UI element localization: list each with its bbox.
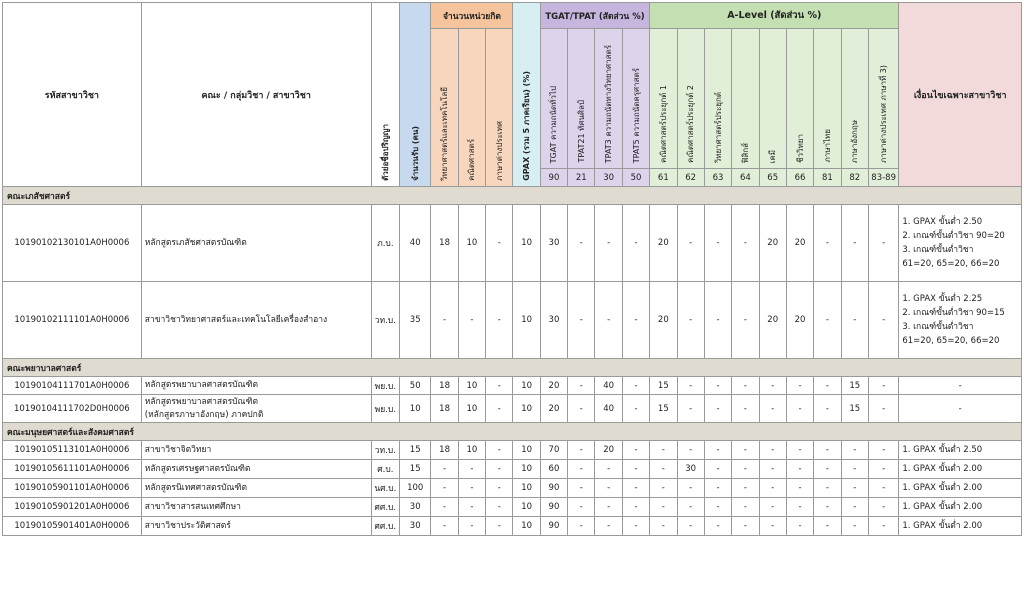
- conditions-cell: [899, 282, 1022, 359]
- alevel-value: 15: [841, 395, 868, 423]
- alevel-value: -: [868, 377, 898, 395]
- alevel-value: -: [704, 205, 731, 282]
- credit-value: -: [458, 517, 485, 536]
- alevel-value: 20: [650, 282, 677, 359]
- code-alevel-82: 82: [841, 169, 868, 187]
- tgat-value: 90: [540, 479, 567, 498]
- credit-value: -: [486, 205, 513, 282]
- alevel-value: -: [704, 479, 731, 498]
- conditions-cell: [899, 517, 1022, 536]
- header-tpat-21: TPAT21 ทัศนศิลป์: [568, 29, 595, 169]
- program-name: [141, 205, 371, 282]
- credit-value: 18: [431, 395, 458, 423]
- alevel-value: 15: [841, 377, 868, 395]
- header-alevel-66: ชีววิทยา: [786, 29, 813, 169]
- code-tgat-90: 90: [540, 169, 567, 187]
- credit-value: -: [458, 282, 485, 359]
- alevel-value: -: [704, 441, 731, 460]
- alevel-value: -: [759, 395, 786, 423]
- header-alevel-83-89: ภาษาต่างประเทศ ภาษาที่ 3): [868, 29, 898, 169]
- degree-abbr: วท.บ.: [371, 282, 399, 359]
- tgat-value: 90: [540, 498, 567, 517]
- alevel-value: -: [704, 460, 731, 479]
- alevel-value: -: [677, 498, 704, 517]
- program-name-line: สาขาวิชาสารสนเทศศึกษา: [144, 501, 241, 512]
- table-row: [3, 441, 1022, 460]
- alevel-value: -: [841, 282, 868, 359]
- alevel-value: 15: [650, 395, 677, 423]
- tgat-value: -: [622, 498, 649, 517]
- seats-count: 40: [400, 205, 431, 282]
- header-alevel-81: ภาษาไทย: [814, 29, 841, 169]
- condition-line: 61=20, 65=20, 66=20: [902, 336, 1000, 346]
- tgat-value: 70: [540, 441, 567, 460]
- alevel-value: -: [786, 517, 813, 536]
- alevel-value: -: [759, 377, 786, 395]
- gpax-value: 10: [513, 377, 540, 395]
- tgat-value: -: [595, 205, 622, 282]
- code-alevel-61: 61: [650, 169, 677, 187]
- code-alevel-81: 81: [814, 169, 841, 187]
- condition-line: 3. เกณฑ์ขั้นต่ำวิชา: [902, 322, 974, 332]
- credit-value: -: [486, 395, 513, 423]
- condition-line: -: [958, 380, 962, 391]
- header-faculty: คณะ / กลุ่มวิชา / สาขาวิชา: [141, 3, 371, 187]
- code-tpat-21: 21: [568, 169, 595, 187]
- header-alevel-62: คณิตศาสตร์ประยุกต์ 2: [677, 29, 704, 169]
- alevel-value: -: [841, 441, 868, 460]
- alevel-value: -: [868, 498, 898, 517]
- degree-abbr: ศ.บ.: [371, 460, 399, 479]
- seats-count: 15: [400, 460, 431, 479]
- program-code: 10190105901201A0H0006: [3, 498, 142, 517]
- program-name: [141, 460, 371, 479]
- alevel-value: -: [732, 517, 759, 536]
- conditions-cell: [899, 205, 1022, 282]
- gpax-value: 10: [513, 282, 540, 359]
- table-row: [3, 282, 1022, 359]
- alevel-value: -: [704, 498, 731, 517]
- degree-abbr: ภ.บ.: [371, 205, 399, 282]
- program-code: 10190105611101A0H0006: [3, 460, 142, 479]
- program-name: [141, 395, 371, 423]
- alevel-value: -: [677, 517, 704, 536]
- program-name-line: หลักสูตรพยาบาลศาสตรบัณฑิต: [144, 396, 259, 407]
- alevel-value: -: [650, 460, 677, 479]
- alevel-value: -: [814, 282, 841, 359]
- table-row: [3, 377, 1022, 395]
- program-name-line: สาขาวิชาวิทยาศาสตร์และเทคโนโลยีเครื่องสำอาง: [144, 314, 328, 325]
- condition-line: 61=20, 65=20, 66=20: [902, 259, 1000, 269]
- header-gpax: GPAX (รวม 5 ภาคเรียน) (%): [513, 3, 540, 187]
- faculty-name: คณะพยาบาลศาสตร์: [3, 359, 1022, 377]
- header-credits-group: จำนวนหน่วยกิต: [431, 3, 513, 29]
- tgat-value: 40: [595, 395, 622, 423]
- alevel-value: -: [759, 460, 786, 479]
- condition-line: 1. GPAX ขั้นต่ำ 2.00: [902, 502, 983, 512]
- header-tgat-group: TGAT/TPAT (สัดส่วน %): [540, 3, 649, 29]
- code-alevel-83-89: 83-89: [868, 169, 898, 187]
- table-row: [3, 498, 1022, 517]
- alevel-value: -: [759, 479, 786, 498]
- faculty-row: [3, 359, 1022, 377]
- code-tpat-50: 50: [622, 169, 649, 187]
- tgat-value: -: [568, 517, 595, 536]
- tgat-value: -: [595, 479, 622, 498]
- program-name-line: หลักสูตรพยาบาลศาสตรบัณฑิต: [144, 380, 259, 390]
- credit-value: -: [431, 282, 458, 359]
- credit-value: -: [486, 282, 513, 359]
- header-alevel-61: คณิตศาสตร์ประยุกต์ 1: [650, 29, 677, 169]
- alevel-value: -: [759, 517, 786, 536]
- credit-value: -: [431, 479, 458, 498]
- alevel-value: 20: [786, 282, 813, 359]
- degree-abbr: พย.บ.: [371, 395, 399, 423]
- condition-line: 1. GPAX ขั้นต่ำ 2.50: [902, 445, 983, 455]
- tgat-value: 30: [540, 282, 567, 359]
- alevel-value: -: [732, 479, 759, 498]
- tgat-value: -: [622, 479, 649, 498]
- alevel-value: -: [868, 441, 898, 460]
- alevel-value: -: [677, 205, 704, 282]
- degree-abbr: วท.บ.: [371, 441, 399, 460]
- credit-value: -: [431, 460, 458, 479]
- program-code: 10190105901401A0H0006: [3, 517, 142, 536]
- credit-value: -: [486, 460, 513, 479]
- program-name-line: สาขาวิชาจิตวิทยา: [144, 444, 212, 455]
- alevel-value: -: [868, 517, 898, 536]
- alevel-value: -: [868, 205, 898, 282]
- credit-value: -: [486, 377, 513, 395]
- credit-value: -: [458, 498, 485, 517]
- alevel-value: -: [732, 498, 759, 517]
- alevel-value: -: [732, 377, 759, 395]
- condition-line: 2. เกณฑ์ขั้นต่ำวิชา 90=20: [902, 231, 1005, 241]
- alevel-value: -: [786, 460, 813, 479]
- degree-abbr: ศศ.บ.: [371, 498, 399, 517]
- alevel-value: -: [868, 395, 898, 423]
- header-alevel-group: A-Level (สัดส่วน %): [650, 3, 899, 29]
- condition-line: 1. GPAX ขั้นต่ำ 2.00: [902, 521, 983, 531]
- alevel-value: 20: [759, 205, 786, 282]
- tgat-value: 20: [540, 395, 567, 423]
- alevel-value: -: [786, 377, 813, 395]
- seats-count: 15: [400, 441, 431, 460]
- credit-value: -: [486, 498, 513, 517]
- tgat-value: -: [595, 517, 622, 536]
- alevel-value: -: [786, 395, 813, 423]
- credit-value: -: [431, 517, 458, 536]
- program-name-line: หลักสูตรนิเทศศาสตรบัณฑิต: [144, 482, 247, 493]
- tgat-value: 20: [595, 441, 622, 460]
- header-conditions: เงื่อนไขเฉพาะสาขาวิชา: [899, 3, 1022, 187]
- credit-value: -: [486, 479, 513, 498]
- code-alevel-64: 64: [732, 169, 759, 187]
- credit-value: 10: [458, 205, 485, 282]
- alevel-value: -: [704, 377, 731, 395]
- alevel-value: -: [677, 441, 704, 460]
- condition-line: 1. GPAX ขั้นต่ำ 2.25: [902, 294, 983, 304]
- alevel-value: -: [814, 377, 841, 395]
- tgat-value: -: [595, 498, 622, 517]
- alevel-value: -: [732, 441, 759, 460]
- alevel-value: 20: [650, 205, 677, 282]
- alevel-value: -: [814, 479, 841, 498]
- tgat-value: -: [568, 479, 595, 498]
- alevel-value: -: [786, 479, 813, 498]
- program-name-line: (หลักสูตรภาษาอังกฤษ) ภาคปกติ: [144, 409, 264, 420]
- faculty-name: คณะมนุษยศาสตร์และสังคมศาสตร์: [3, 423, 1022, 441]
- header-alevel-82: ภาษาอังกฤษ: [841, 29, 868, 169]
- conditions-cell: [899, 377, 1022, 395]
- tgat-value: 20: [540, 377, 567, 395]
- program-name-line: หลักสูตรเภสัชศาสตรบัณฑิต: [144, 237, 247, 248]
- alevel-value: -: [677, 395, 704, 423]
- header-credit-math: คณิตศาสตร์: [458, 29, 485, 187]
- condition-line: 1. GPAX ขั้นต่ำ 2.50: [902, 217, 983, 227]
- tgat-value: -: [622, 460, 649, 479]
- condition-line: 2. เกณฑ์ขั้นต่ำวิชา 90=15: [902, 308, 1005, 318]
- alevel-value: -: [677, 282, 704, 359]
- header-tpat-30: TPAT3 ความถนัดทางวิทยาศาสตร์: [595, 29, 622, 169]
- alevel-value: -: [841, 479, 868, 498]
- tgat-value: -: [622, 441, 649, 460]
- seats-count: 35: [400, 282, 431, 359]
- alevel-value: -: [814, 498, 841, 517]
- alevel-value: -: [841, 498, 868, 517]
- gpax-value: 10: [513, 441, 540, 460]
- credit-value: -: [458, 479, 485, 498]
- header-degree: ตัวย่อชื่อปริญญา: [371, 3, 399, 187]
- table-row: [3, 205, 1022, 282]
- alevel-value: 30: [677, 460, 704, 479]
- alevel-value: -: [814, 205, 841, 282]
- alevel-value: -: [786, 498, 813, 517]
- condition-line: 3. เกณฑ์ขั้นต่ำวิชา: [902, 245, 974, 255]
- credit-value: -: [431, 498, 458, 517]
- alevel-value: -: [814, 395, 841, 423]
- tgat-value: -: [568, 282, 595, 359]
- alevel-value: -: [814, 460, 841, 479]
- program-code: 10190102111101A0H0006: [3, 282, 142, 359]
- header-tpat-50: TPAT5 ความถนัดครุศาสตร์: [622, 29, 649, 169]
- alevel-value: -: [677, 377, 704, 395]
- conditions-cell: [899, 460, 1022, 479]
- tgat-value: -: [622, 205, 649, 282]
- alevel-value: -: [841, 517, 868, 536]
- degree-abbr: พย.บ.: [371, 377, 399, 395]
- credit-value: 10: [458, 377, 485, 395]
- conditions-cell: [899, 479, 1022, 498]
- header-credit-science: วิทยาศาสตร์และเทคโนโลยี: [431, 29, 458, 187]
- credit-value: 18: [431, 377, 458, 395]
- alevel-value: -: [786, 441, 813, 460]
- header-alevel-63: วิทยาศาสตร์ประยุกต์: [704, 29, 731, 169]
- tgat-value: -: [568, 377, 595, 395]
- code-alevel-62: 62: [677, 169, 704, 187]
- code-alevel-63: 63: [704, 169, 731, 187]
- table-row: [3, 479, 1022, 498]
- conditions-cell: [899, 395, 1022, 423]
- credit-value: 18: [431, 441, 458, 460]
- alevel-value: 20: [759, 282, 786, 359]
- table-row: [3, 517, 1022, 536]
- credit-value: 10: [458, 395, 485, 423]
- gpax-value: 10: [513, 479, 540, 498]
- alevel-value: -: [732, 282, 759, 359]
- gpax-value: 10: [513, 205, 540, 282]
- tgat-value: 40: [595, 377, 622, 395]
- tgat-value: -: [568, 395, 595, 423]
- header-alevel-65: เคมี: [759, 29, 786, 169]
- tgat-value: -: [622, 282, 649, 359]
- alevel-value: -: [704, 282, 731, 359]
- alevel-value: -: [841, 205, 868, 282]
- alevel-value: -: [841, 460, 868, 479]
- seats-count: 30: [400, 517, 431, 536]
- gpax-value: 10: [513, 498, 540, 517]
- header-alevel-64: ฟิสิกส์: [732, 29, 759, 169]
- program-name-line: สาขาวิชาประวัติศาสตร์: [144, 520, 231, 531]
- table-row: [3, 395, 1022, 423]
- conditions-cell: [899, 498, 1022, 517]
- header-code: รหัสสาขาวิชา: [3, 3, 142, 187]
- seats-count: 10: [400, 395, 431, 423]
- tgat-value: 30: [540, 205, 567, 282]
- code-alevel-66: 66: [786, 169, 813, 187]
- header-credit-language: ภาษาต่างประเทศ: [486, 29, 513, 187]
- alevel-value: -: [732, 395, 759, 423]
- tgat-value: -: [622, 517, 649, 536]
- code-tpat-30: 30: [595, 169, 622, 187]
- alevel-value: -: [704, 517, 731, 536]
- program-code: 10190104111701A0H0006: [3, 377, 142, 395]
- condition-line: -: [958, 403, 962, 414]
- program-name: [141, 282, 371, 359]
- alevel-value: -: [650, 498, 677, 517]
- degree-abbr: นศ.บ.: [371, 479, 399, 498]
- seats-count: 50: [400, 377, 431, 395]
- alevel-value: -: [650, 441, 677, 460]
- program-name: [141, 517, 371, 536]
- tgat-value: -: [568, 205, 595, 282]
- credit-value: 10: [458, 441, 485, 460]
- seats-count: 30: [400, 498, 431, 517]
- table-body: [3, 187, 1022, 536]
- tgat-value: -: [595, 460, 622, 479]
- code-alevel-65: 65: [759, 169, 786, 187]
- faculty-row: [3, 187, 1022, 205]
- credit-value: -: [486, 441, 513, 460]
- header-seats: จำนวนรับ (คน): [400, 3, 431, 187]
- tgat-value: -: [595, 282, 622, 359]
- faculty-row: [3, 423, 1022, 441]
- header-tgat-90: TGAT ความถนัดทั่วไป: [540, 29, 567, 169]
- alevel-value: -: [814, 441, 841, 460]
- tgat-value: -: [568, 460, 595, 479]
- seats-count: 100: [400, 479, 431, 498]
- degree-abbr: ศศ.บ.: [371, 517, 399, 536]
- credit-value: 18: [431, 205, 458, 282]
- program-name: [141, 441, 371, 460]
- admission-criteria-table: [2, 2, 1022, 536]
- conditions-cell: [899, 441, 1022, 460]
- alevel-value: -: [677, 479, 704, 498]
- gpax-value: 10: [513, 460, 540, 479]
- tgat-value: -: [622, 377, 649, 395]
- alevel-value: -: [868, 479, 898, 498]
- alevel-value: -: [732, 460, 759, 479]
- program-code: 10190105901101A0H0006: [3, 479, 142, 498]
- tgat-value: -: [568, 498, 595, 517]
- program-name: [141, 377, 371, 395]
- credit-value: -: [458, 460, 485, 479]
- tgat-value: 90: [540, 517, 567, 536]
- alevel-value: 15: [650, 377, 677, 395]
- credit-value: -: [486, 517, 513, 536]
- program-name: [141, 479, 371, 498]
- faculty-name: คณะเภสัชศาสตร์: [3, 187, 1022, 205]
- program-code: 10190105113101A0H0006: [3, 441, 142, 460]
- tgat-value: -: [568, 441, 595, 460]
- alevel-value: -: [868, 282, 898, 359]
- gpax-value: 10: [513, 395, 540, 423]
- program-name-line: หลักสูตรเศรษฐศาสตรบัณฑิต: [144, 463, 251, 474]
- alevel-value: -: [814, 517, 841, 536]
- program-name: [141, 498, 371, 517]
- program-code: 10190104111702D0H0006: [3, 395, 142, 423]
- alevel-value: -: [759, 441, 786, 460]
- tgat-value: -: [622, 395, 649, 423]
- alevel-value: -: [650, 517, 677, 536]
- condition-line: 1. GPAX ขั้นต่ำ 2.00: [902, 483, 983, 493]
- alevel-value: 20: [786, 205, 813, 282]
- condition-line: 1. GPAX ขั้นต่ำ 2.00: [902, 464, 983, 474]
- tgat-value: 60: [540, 460, 567, 479]
- program-code: 10190102130101A0H0006: [3, 205, 142, 282]
- table-row: [3, 460, 1022, 479]
- alevel-value: -: [732, 205, 759, 282]
- gpax-value: 10: [513, 517, 540, 536]
- alevel-value: -: [704, 395, 731, 423]
- alevel-value: -: [759, 498, 786, 517]
- alevel-value: -: [868, 460, 898, 479]
- alevel-value: -: [650, 479, 677, 498]
